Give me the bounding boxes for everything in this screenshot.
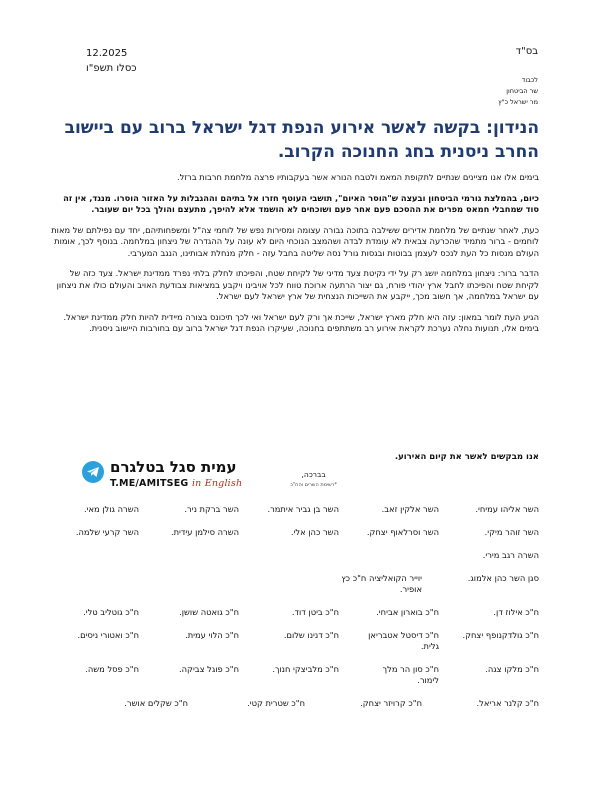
signatory: ח"כ שטרית קטי. xyxy=(247,698,305,708)
letter-body xyxy=(47,172,539,344)
signatory: ח"כ פוגל צביקה. xyxy=(179,664,239,674)
signatory: ח"כ קרויזר יצחק. xyxy=(360,698,422,708)
signatory: ח"כ דיסטל אטבריאן גלית. xyxy=(368,630,439,651)
paragraph: הדבר ברור: ניצחון במלחמה יושג רק על ידי נקיטת צעד מדיני של לקיחת שטח, והפיכתו לחלק בלתי נפרד ממדינת ישראל. צעד כזה של לקיחת שטח והפיכתו לחבל ארץ יהודי פורח, גם יצור הרתעה ארוכת טווח לכל אויבינו ויקבע במציאות צבודעת האויב והעולם כולו את ניצחון עם ישראל במלחמה, אך חשוב מכך, ייקבע את השייכות הנצחית של ארץ ישראל לעם ישראל. xyxy=(56,268,539,301)
signatory: ח"כ גואטה שושן. xyxy=(179,607,239,617)
signatory: השר אלקין זאב. xyxy=(381,504,439,514)
subject-title: הנידון: בקשה לאשר אירוע הנפת דגל ישראל ברוב עם ביישוב החרב ניסנית בחג החנוכה הקרוב. xyxy=(64,118,539,162)
signatory: סגן השר כהן אלמוג. xyxy=(467,573,539,583)
signatory-row xyxy=(39,664,539,686)
signatory: השר כהן אלי. xyxy=(290,527,339,537)
paragraph: כיום, בהמלצת גורמי הביטחון ובעצה ש"הוסר האיום", תושבי העוטף חזרו אל בתיהם וההגבלות על האזור הוסרו. מנגד, אין זה סוד שמחבלי חמאס מפרים את ההסכם פעם אחר פעם ושוכחים לא הושמד אלא להיפך, מתעצם והולך בכל יום שעובר. xyxy=(63,192,539,214)
signatory-row xyxy=(39,527,539,538)
telegram-url-suffix: in English xyxy=(191,478,243,489)
signatory: ח"כ מלקו צגה. xyxy=(485,664,539,674)
addressee-block xyxy=(498,75,538,108)
date-number: 12.2025 xyxy=(86,48,128,59)
signatory: ח"כ שקלים אושר. xyxy=(124,698,188,708)
addressee-line: לכבוד xyxy=(521,76,538,84)
signatory-row xyxy=(39,698,539,709)
signatories-list xyxy=(39,504,539,721)
signatory: ח"כ גוטליב טלי. xyxy=(83,607,139,617)
signatory: ח"כ בוארון אביחי. xyxy=(376,607,439,617)
paragraph: הגיע העת לומר במאון: עזה היא חלק מארץ ישראל, שייכת אך ורק לעם ישראל ואי לכך תיכונס בצורה מיידית להיות חלק ממדינת ישראל. בימים אלו, תנועות נחלה נערכת לקראת אירוע רב משתתפים בחנוכה, שעיקרו הנפת דגל ישראל ברוב עם בחורבות היישוב ניסנית. xyxy=(63,311,539,333)
paragraph: בימים אלו אנו מציינים שנתיים לתקופת המאמ ולטבח הנורא אשר בעקבותיו פרצה מלחמת חרבות ברזל. xyxy=(176,172,539,182)
signatory: ח"כ ואטורי ניסים. xyxy=(77,630,139,640)
signatory: השר וסרלאוף יצחק. xyxy=(366,527,439,537)
signatory: השר זוהר מיקי. xyxy=(484,527,539,537)
signatory: ח"כ פסל משה. xyxy=(85,664,139,674)
telegram-watermark xyxy=(82,458,272,496)
signatory-row xyxy=(39,607,539,618)
telegram-icon xyxy=(82,461,104,483)
signature-line: בברכה, xyxy=(301,470,326,479)
bsd-header: בס"ד xyxy=(515,46,538,57)
request-line: אנו מבקשים לאשר את קיום האירוע. xyxy=(394,452,539,462)
telegram-channel-name: עמית סגל בטלגרם xyxy=(110,458,237,476)
signatory: ח"כ קלנר אריאל. xyxy=(476,698,539,708)
signatory: השרה רגב מירי. xyxy=(482,550,539,560)
signatory-row xyxy=(39,573,539,595)
signatory: השרה סילמן עידית. xyxy=(170,527,239,537)
signatory: ח"כ מלביצקי חנוך. xyxy=(272,664,339,674)
signatory: ח"כ הלוי עמית. xyxy=(185,630,239,640)
signatory: ח"כ גולדקנופף יצחק. xyxy=(462,630,539,640)
signatory: השר ברקת ניר. xyxy=(184,504,239,514)
addressee-line: מר ישראל כ"ץ xyxy=(498,98,538,106)
addressee-line: שר הביטחון xyxy=(506,87,538,95)
signatory: השר אליהו עמיחי. xyxy=(475,504,539,514)
date-block xyxy=(86,46,137,76)
signatory: ח"כ אילוז דן. xyxy=(493,607,539,617)
signatory-row xyxy=(39,550,539,561)
date-hebrew: כסלו תשפ"ו xyxy=(86,63,137,74)
paragraph: כעת, לאחר שנתיים של מלחמת אדירים ששילבה בתוכה גבורה עצומה ומסירות נפש של לוחמי צה"ל ומשפחותיהם, יחד עם נפילתם של מאות לוחמים - ברור מתמיד שהכרעה צבאית לא עומדת לבדה ושהמצב הנוכחי היום לא עונה על ההגדרה של ניצחון במלחמה. בנוסף לכך, אומות העולם מנסות כל העת לנכס לעצמן בבוטות ובגסות גורל נסה שליטה בחבל עזה - חלק מנחלת אבותינו, הנגב המערבי. xyxy=(51,224,539,258)
signatory: יוייר הקואליציה ח"כ כץ אופיר. xyxy=(341,573,422,594)
signatory: השר קרעי שלמה. xyxy=(75,527,139,537)
signatory: ח"כ דנינו שלום. xyxy=(283,630,339,640)
telegram-url-text: T.ME/AMITSEG xyxy=(110,478,189,489)
signatory: השר בן גביר איתמר. xyxy=(267,504,339,514)
signatory: ח"כ סון הר מלך לימור. xyxy=(382,664,439,685)
signature-sub: *רשימת השרים והח"כ xyxy=(290,482,337,488)
signatory-row xyxy=(39,630,539,652)
signatory: השרה גולן מאי. xyxy=(83,504,139,514)
signature-block xyxy=(290,470,337,490)
signatory-row xyxy=(39,504,539,515)
telegram-url xyxy=(110,478,242,489)
signatory: ח"כ ביטן דוד. xyxy=(291,607,339,617)
